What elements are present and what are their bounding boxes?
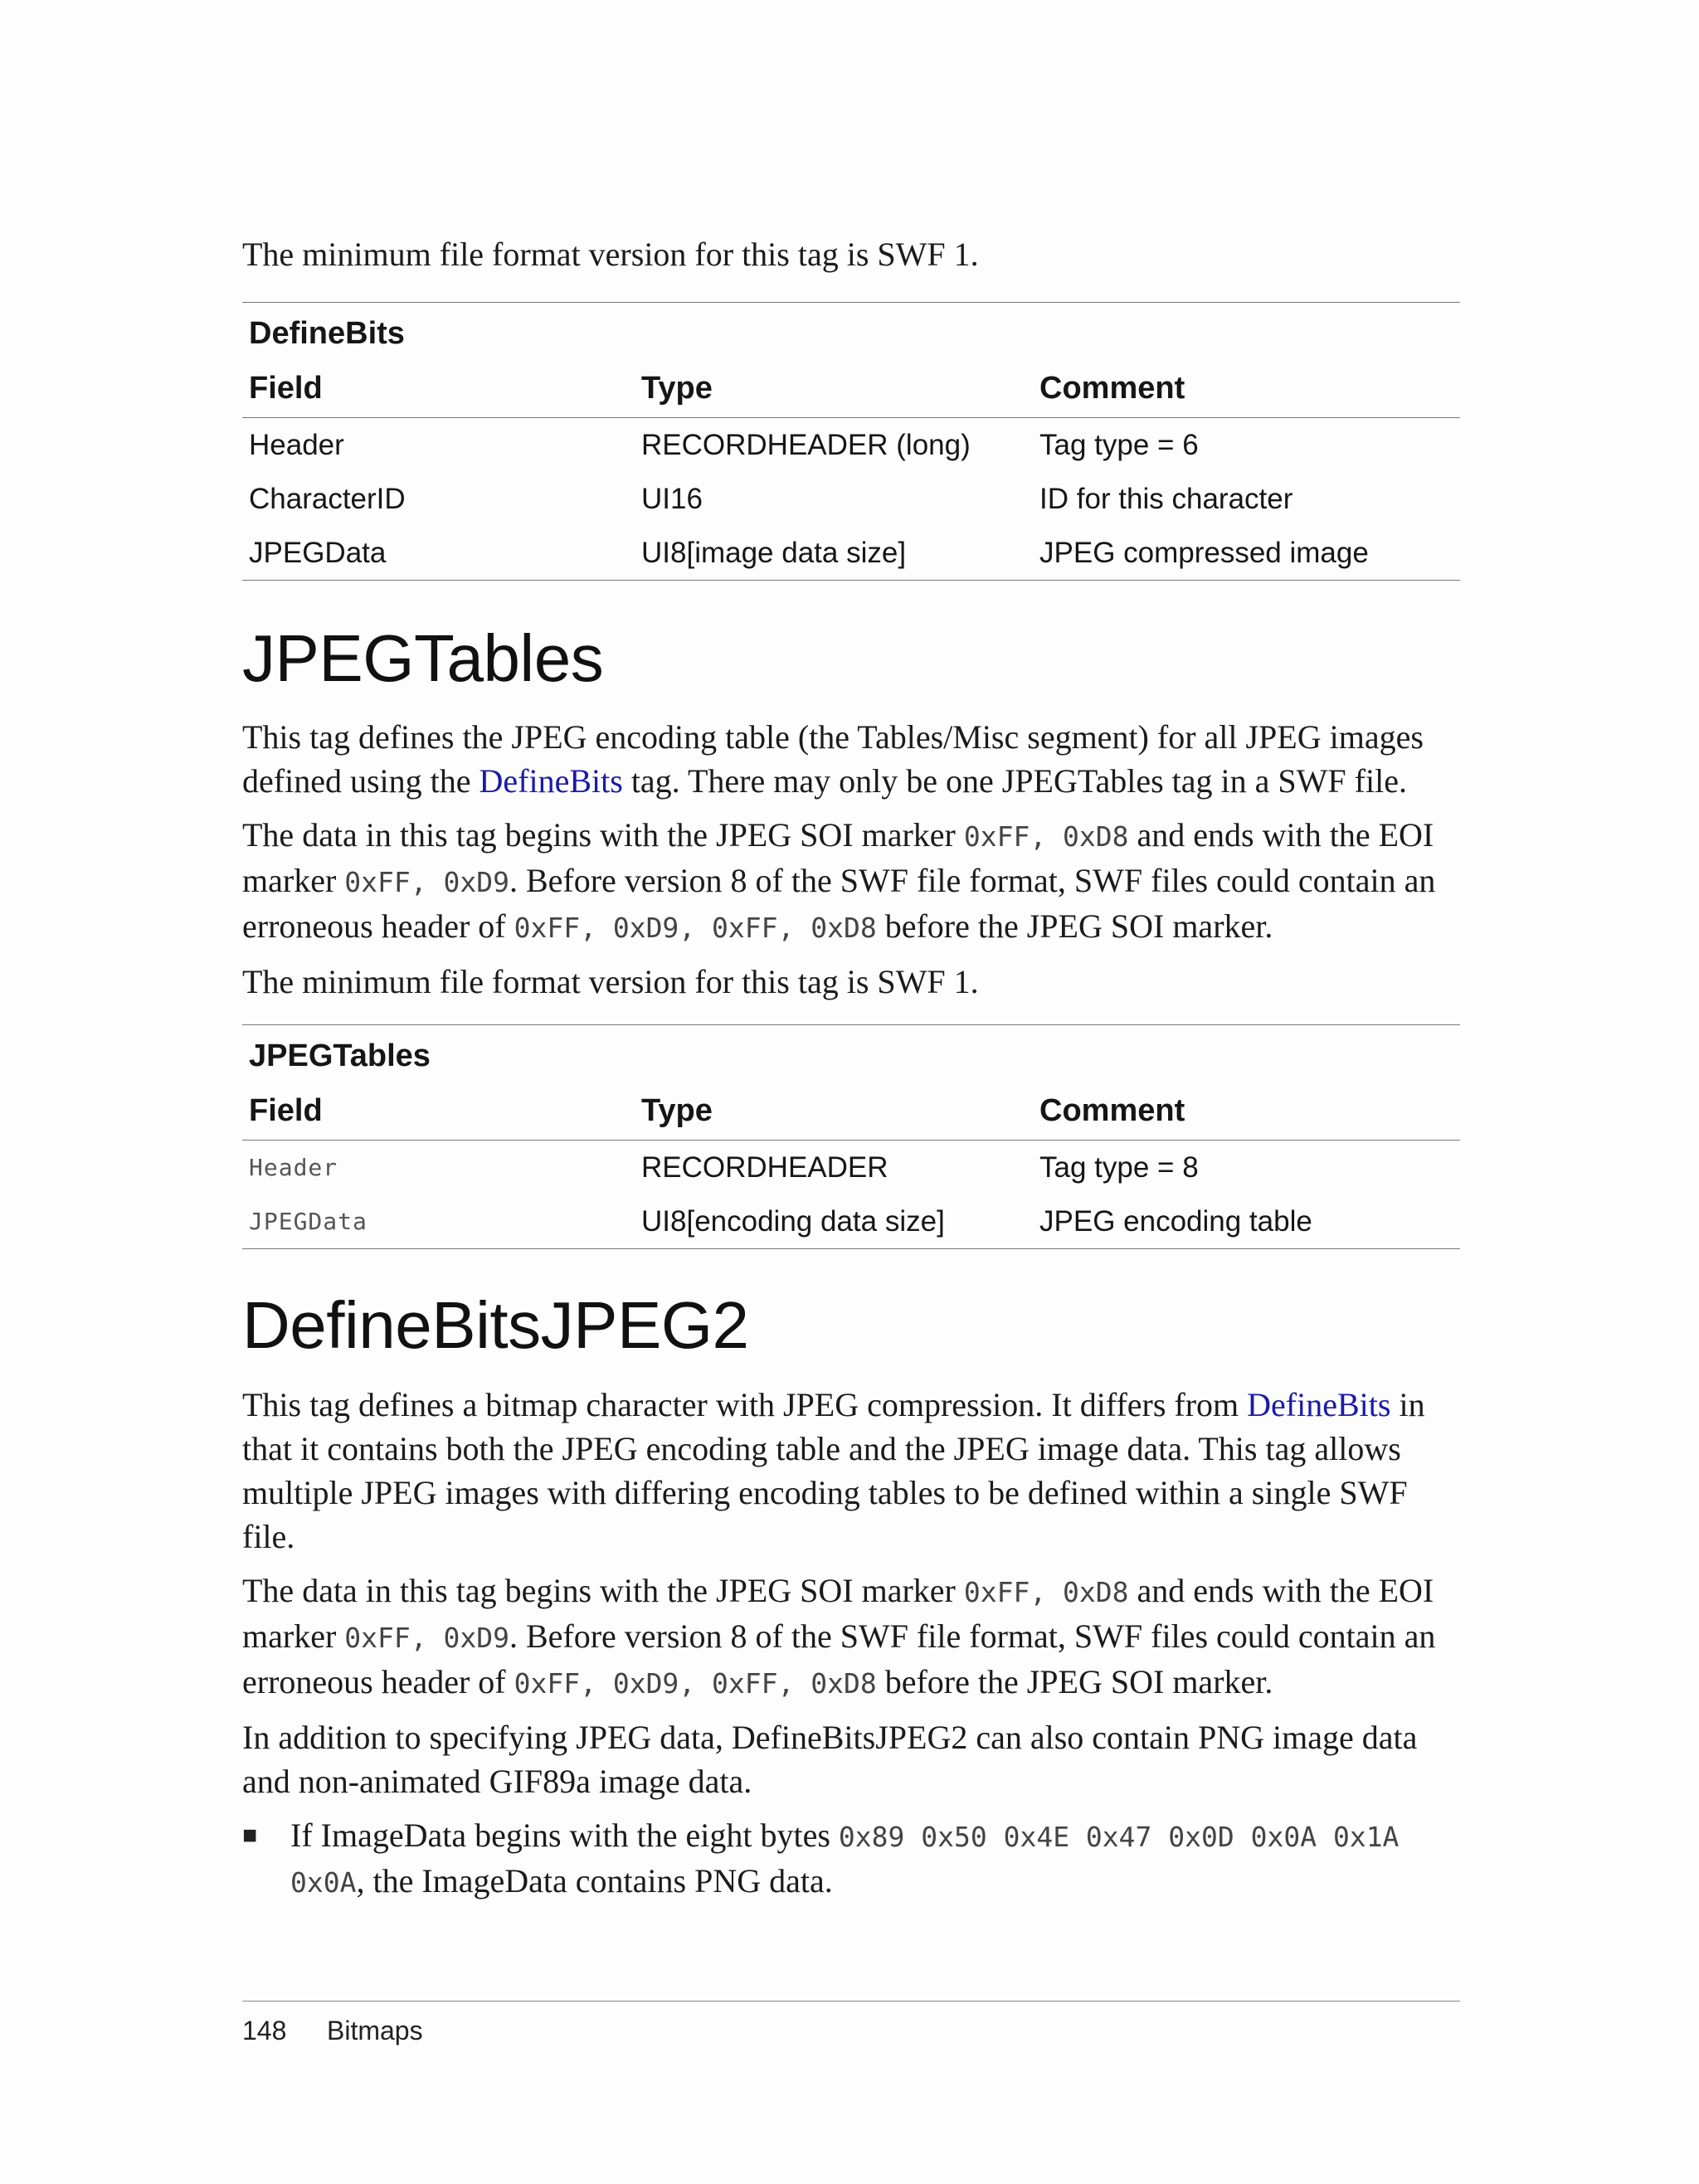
jpegtables-min-version: The minimum file format version for this tag is SWF 1. (242, 963, 979, 1000)
jpegtables-paragraph-1: This tag defines the JPEG encoding table (the Tables/Misc segment) for all JPEG images defined using the DefineBits tag. There may only be one JPEGTables tag in a SWF file. (242, 718, 1424, 800)
table-title: DefineBits (249, 315, 405, 351)
field-cell: Header (249, 428, 344, 461)
definebits-link[interactable]: DefineBits (1247, 1386, 1391, 1423)
table-row (242, 418, 1460, 473)
chapter-name: Bitmaps (327, 2016, 423, 2045)
jpegtables-paragraph-2: The data in this tag begins with the JPEG SOI marker 0xFF, 0xD8 and ends with the EOI marker 0xFF, 0xD9. Before version 8 of the SWF file format, SWF files could contain an erroneous header of 0xFF, 0xD9, 0xFF, 0xD8 before the JPEG SOI marker. (242, 816, 1436, 945)
field-cell: JPEGData (249, 536, 387, 569)
code-eoi: 0xFF, 0xD9 (344, 1622, 509, 1654)
jpegtables-table (242, 1024, 1460, 1249)
type-cell: UI8[image data size] (641, 536, 907, 569)
jpeg2-paragraph-1: This tag defines a bitmap character with JPEG compression. It differs from DefineBits in that it contains both the JPEG encoding table and the JPEG image data. This tag allows multiple JPEG images with differing encoding tables to be defined within a single SWF file. (242, 1386, 1425, 1555)
type-cell: UI8[encoding data size] (641, 1204, 945, 1238)
comment-cell: ID for this character (1039, 482, 1293, 515)
table-row (242, 1194, 1460, 1249)
comment-cell: Tag type = 8 (1039, 1150, 1199, 1184)
table-title: JPEGTables (249, 1038, 431, 1073)
min-version-text: The minimum file format version for this tag is SWF 1. (242, 236, 979, 273)
field-cell: Header (249, 1154, 338, 1181)
bullet-text: If ImageData begins with the eight bytes 0x89 0x50 0x4E 0x47 0x0D 0x0A 0x1A 0x0A, the ImageData contains PNG data. (290, 1817, 1400, 1899)
column-header-comment: Comment (1033, 1082, 1460, 1141)
jpeg2-paragraph-2: The data in this tag begins with the JPEG SOI marker 0xFF, 0xD8 and ends with the EOI marker 0xFF, 0xD9. Before version 8 of the SWF file format, SWF files could contain an erroneous header of 0xFF, 0xD9, 0xFF, 0xD8 before the JPEG SOI marker. (242, 1572, 1436, 1700)
column-header-type: Type (635, 359, 1033, 418)
code-soi: 0xFF, 0xD8 (963, 820, 1129, 853)
column-header-field: Field (242, 359, 635, 418)
type-cell: RECORDHEADER (long) (641, 428, 971, 461)
footer-divider (242, 2001, 1460, 2002)
table-row (242, 526, 1460, 581)
code-erroneous-header: 0xFF, 0xD9, 0xFF, 0xD8 (514, 1667, 877, 1700)
comment-cell: Tag type = 6 (1039, 428, 1199, 461)
document-page (242, 0, 1460, 2184)
table-row (242, 1141, 1460, 1195)
comment-cell: JPEG encoding table (1039, 1204, 1312, 1238)
bullet-item-png (242, 1813, 1460, 1904)
field-cell: CharacterID (249, 482, 406, 515)
column-header-type: Type (635, 1082, 1033, 1141)
code-png-signature: 0x89 0x50 0x4E 0x47 0x0D 0x0A 0x1A 0x0A (290, 1821, 1400, 1899)
definebits-table (242, 302, 1460, 581)
table-row (242, 472, 1460, 526)
page-number: 148 (242, 2016, 287, 2045)
section-heading-definebitsjpeg2: DefineBitsJPEG2 (242, 1288, 749, 1362)
jpeg2-paragraph-3: In addition to specifying JPEG data, DefineBitsJPEG2 can also contain PNG image data and non-animated GIF89a image data. (242, 1719, 1418, 1800)
bullet-square-icon: ■ (242, 1822, 258, 1849)
column-header-field: Field (242, 1082, 635, 1141)
page-footer (242, 2016, 423, 2046)
code-soi: 0xFF, 0xD8 (963, 1576, 1129, 1608)
comment-cell: JPEG compressed image (1039, 536, 1369, 569)
code-eoi: 0xFF, 0xD9 (344, 866, 509, 898)
type-cell: UI16 (641, 482, 703, 515)
code-erroneous-header: 0xFF, 0xD9, 0xFF, 0xD8 (514, 912, 877, 944)
definebits-link[interactable]: DefineBits (479, 762, 623, 800)
field-cell: JPEGData (249, 1208, 368, 1235)
type-cell: RECORDHEADER (641, 1150, 888, 1184)
column-header-comment: Comment (1033, 359, 1460, 418)
section-heading-jpegtables: JPEGTables (242, 621, 604, 695)
